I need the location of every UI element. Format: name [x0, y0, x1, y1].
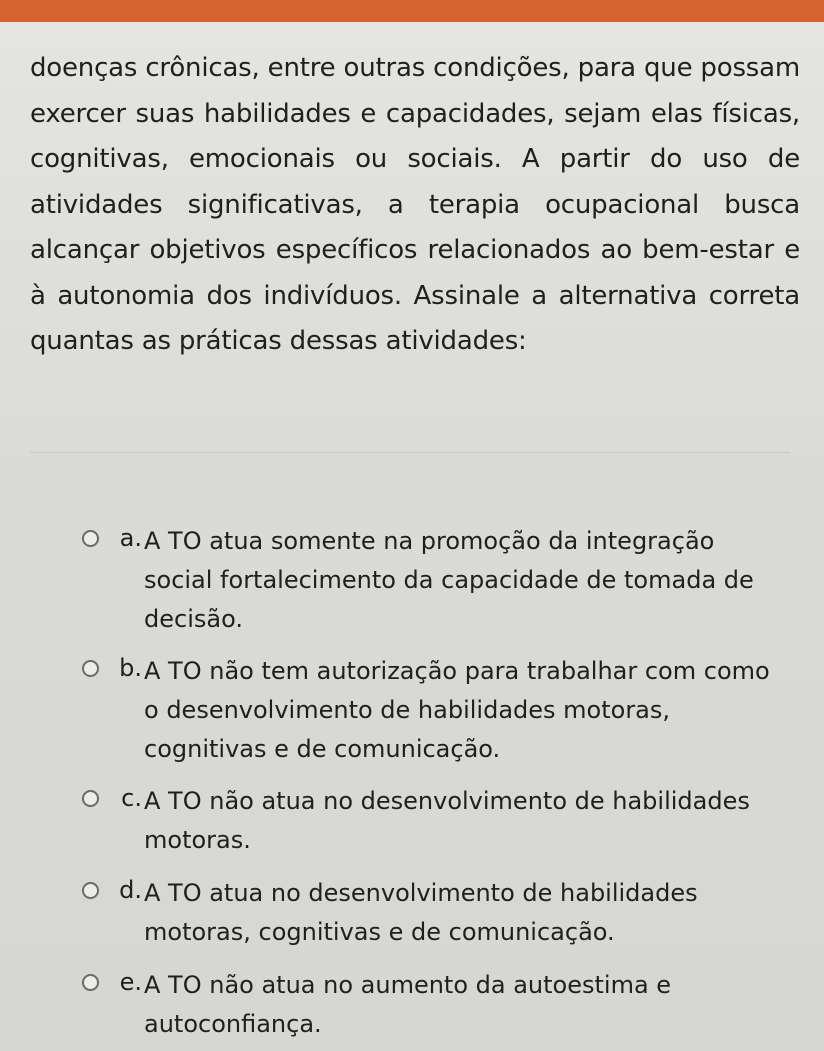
option-text: A TO atua somente na promoção da integração social fortalecimento da capacidade de tomada de decisão.	[144, 527, 754, 633]
question-text: doenças crônicas, entre outras condições, para que possam exercer suas habilidades e capacidades, sejam elas físicas, cognitivas, emocionais ou sociais. A partir do uso de atividades significativas, a terapia ocupacional busca alcançar objetivos específicos relacionados ao bem-estar e à autonomia dos indivíduos. Assinale a alternativa correta quantas as práticas dessas atividades:	[30, 53, 800, 356]
radio-button-c[interactable]	[82, 790, 99, 807]
radio-button-e[interactable]	[82, 974, 99, 991]
option-text: A TO não atua no desenvolvimento de habilidades motoras.	[144, 787, 750, 854]
option-text: A TO atua no desenvolvimento de habilidades motoras, cognitivas e de comunicação.	[144, 879, 698, 946]
option-text: A TO não atua no aumento da autoestima e autoconfiança.	[144, 971, 672, 1038]
question-card	[0, 22, 824, 1051]
option-letter: e.	[119, 968, 142, 996]
option-letter: b.	[119, 654, 142, 682]
option-letter: d.	[119, 876, 142, 904]
divider	[30, 452, 790, 453]
option-letter: c.	[121, 784, 142, 812]
option-letter: a.	[119, 524, 142, 552]
option-text: A TO não tem autorização para trabalhar com como o desenvolvimento de habilidades motoras, cognitivas e de comunicação.	[144, 657, 770, 763]
radio-button-a[interactable]	[82, 530, 99, 547]
radio-button-d[interactable]	[82, 882, 99, 899]
header-bar	[0, 0, 824, 22]
radio-button-b[interactable]	[82, 660, 99, 677]
